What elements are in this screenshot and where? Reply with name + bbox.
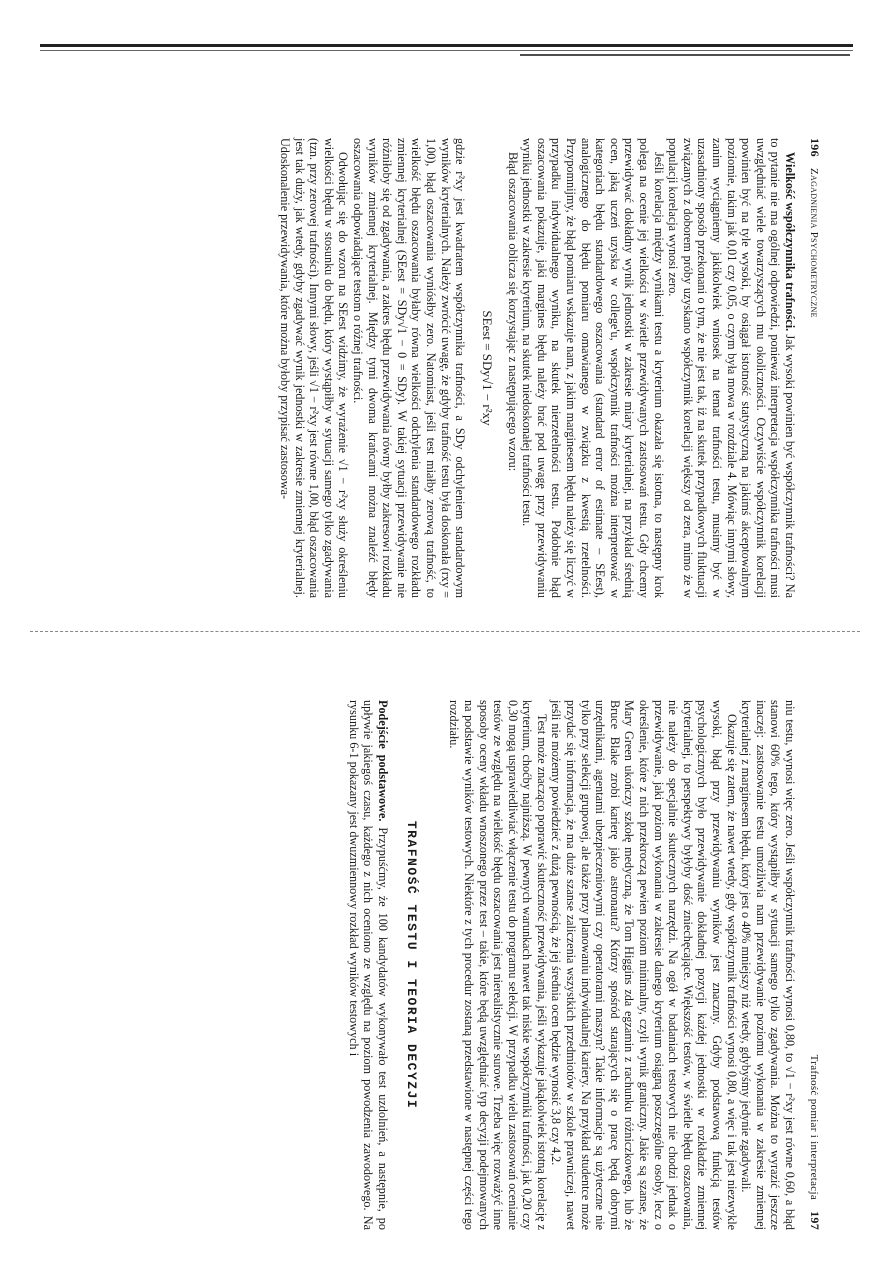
running-head-title: Zagadnienia Psychometryczne bbox=[808, 167, 820, 318]
paragraph: Błąd oszacowania oblicza się korzystając z następującego wzoru: bbox=[505, 152, 520, 472]
page-number: 197 bbox=[808, 1211, 822, 1230]
formula-standard-error: SEest = SDy√1 − r²xy bbox=[480, 310, 496, 426]
paragraph: Okazuje się zatem, że nawet wtedy, gdy współczynnik trafności wynosi 0,80, a więc i tak jest niezwykle wysoki, błąd przy przewidywaniu wyników jest znaczny. Gdyby podstawową funkcją testów psychologicznych było przewidywanie dokładnej pozycji każdej jednostki w rozkładzie zmiennej kryterialnej, to perspektywy byłyby dość zniechęcające. Większość testów, w świetle błędu oszacowania, nie należy do specjalnie skutecznych narzędzi. Na ogół w badaniach testowych nie chodzi jednak o przewidywanie, jaki poziom wykonania w zakresie danego kryterium osiągną poszczególne osoby, lecz o określenie, które z nich przekroczą pewien poziom minimalny, czyli wynik graniczny. Jakie są szanse, że Mary Green ukończy szkołę medyczną, że Tom Higgins zda egzamin z rachunku różniczkowego, lub że Bruce Blake zrobi karierę jako astronauta? Którzy spośród starających się o pracę będą dobrymi urzędnikami, agentami ubezpieczeniowymi czy operatorami maszyn? Takie informacje są użyteczne nie tylko przy selekcji grupowej, ale także przy planowaniu indywidualnej kariery. Na przykład studentce może przydać się informacja, że ma duże szanse zaliczenia wszystkich przedmiotów w szkole prawniczej, nawet jeśli nie możemy powiedzieć z dużą pewnością, że jej średnia ocen będzie wynosić 3,8 czy 4,2. bbox=[549, 700, 739, 1230]
book-page-196 bbox=[222, 138, 822, 598]
paragraph: Odwołując się do wzoru na SEest widzimy, że wyrażenie √1 − r²xy służy określeniu wielkości błędu w stosunku do błędu, który wystąpiłby w sytuacji samego tylko zgadywania (tzn. przy zerowej trafności). Innymi słowy, jeśli √1 − r²xy jest równe 1,00, błąd oszacowania jest tak duży, jak wtedy, gdyby zgadywać wynik jednostki w zakresie zmiennej kryterialnej. Udoskonalenie przewidywania, które można byłoby przypisać zastosowa- bbox=[278, 138, 351, 598]
paragraph: Test może znacząco poprawić skuteczność przewidywania, jeśli wykazuje jakąkolwiek istotną korelację z kryterium, choćby najniższą. W pewnych warunkach nawet tak niskie współczynniki trafności, jak 0,20 czy 0,30 mogą usprawiedliwiać włączenie testu do programu selekcji. W przypadku wielu zastosowań ocenianie testów ze względu na wielkość błędu oszacowania jest nierealistycznie surowe. Trzeba więc rozważyć inne sposoby oceny wkładu wnoszonego przez test – takie, które będą uwzględniać typ decyzji podejmowanych na podstawie wyników testowych. Niektóre z tych procedur zostaną przedstawione w następnej części tego rozdziału. bbox=[447, 700, 549, 1230]
section-heading: TRAFNOŚĆ TESTU I TEORIA DECYZJI bbox=[403, 820, 419, 1110]
run-in-heading: Wielkość współczynnika trafności. bbox=[783, 152, 797, 332]
paragraph-text: Przypuśćmy, że 100 kandydatów wykonywało test uzdolnień, a następnie, po upływie jakiegoś czasu, każdego z nich oceniono ze względu na poziom powodzenia zawodowego. Na rysunku 6-1 pokazany jest dwuzmiennowy rozkład wyników testowych i bbox=[346, 700, 390, 1230]
page-fold bbox=[30, 631, 860, 632]
running-head bbox=[807, 138, 822, 598]
running-head-title: Trafność pomiar i interpretacja bbox=[808, 1054, 820, 1201]
paragraph: Jeśli korelacja między wynikami testu a kryterium okazała się istotna, to następny krok polega na ocenie jej wielkości w świetle przewidywanych zastosowań testu. Gdy chcemy przewidywać dokładny wynik jednostki w zakresie miary kryterialnej, na przykład średnią ocen, jaką uczeń uzyska w college'u, współczynnik trafności można interpretować w kategoriach błędu standardowego oszacowania (standard error of estimate – SEest), analogicznego do błędu pomiaru omawianego w związku z kwestią rzetelności. Przypomnijmy, że błąd pomiaru wskazuje nam, z jakim marginesem błędu należy się liczyć w przypadku indywidualnego wyniku, na skutek nierzetelności testu. Podobnie błąd oszacowania pokazuje, jaki margines błędu należy brać pod uwagę przy przewidywaniu wyniku jednostki w zakresie kryterium, na skutek niedoskonałej trafności testu. bbox=[520, 138, 666, 598]
paragraph-text: Jak wysoki powinien być współczynnik trafności? Na to pytanie nie ma ogólnej odpowiedzi, ponieważ interpretacja współczynnika trafności musi uwzględniać wiele towarzyszących mu okoliczności. Oczywiście współczynnik korelacji powinien być na tyle wysoki, by osiągał istotność statystyczną na jakimś akceptowalnym poziomie, takim jak 0,01 czy 0,05, o czym była mowa w rozdziale 4. Mówiąc innymi słowy, zanim wyciągniemy jakikolwiek wniosek na temat trafności testu, musimy być w uzasadniony sposób przekonani o tym, że nie jest tak, iż na skutek przypadkowych fluktuacji związanych z doborem próby uzyskano współczynnik korelacji większy od zera, mimo że w populacji korelacja wynosi zero. bbox=[666, 138, 797, 599]
scan-edge-line bbox=[40, 50, 853, 51]
paragraph: gdzie r²xy jest kwadratem współczynnika trafności, a SDy odchyleniem standardowym wyników kryterialnych. Należy zwrócić uwagę, że gdyby trafność testu była doskonała (rxy = 1,00), błąd oszacowania wyniósłby zero. Natomiast, jeśli test miałby zerową trafność, to wielkość błędu oszacowania byłaby równa wielkości odchylenia standardowego rozkładu zmiennej kryterialnej (SEest = SDy√1 − 0 = SDy). W takiej sytuacji przewidywanie nie różniłoby się od zgadywania, a zakres błędu przewidywania równy byłby zakresowi rozkładu wyników zmiennej kryterialnej. Między tymi dwoma krańcami można znaleźć błędy oszacowania odpowiadające testom o różnej trafności. bbox=[350, 138, 468, 598]
scan-edge-line bbox=[520, 54, 850, 56]
run-in-heading: Podejście podstawowe. bbox=[375, 700, 390, 822]
book-page-197 bbox=[222, 700, 822, 1230]
paragraph bbox=[346, 700, 390, 1230]
page-number: 196 bbox=[808, 138, 822, 157]
running-head bbox=[807, 700, 822, 1230]
paragraph bbox=[666, 138, 797, 598]
scan-edge-line bbox=[40, 44, 853, 47]
paragraph: niu testu, wynosi więc zero. Jeśli współczynnik trafności wynosi 0,80, to √1 − r²xy jest równe 0,60, a błąd stanowi 60% tego, który wystąpiłby w sytuacji samego tylko zgadywania. Można to wyrazić jeszcze inaczej: zastosowanie testu umożliwia nam przewidywanie poziomu wykonania w zakresie zmiennej kryterialnej z marginesem błędu, który jest o 40% mniejszy niż wtedy, gdybyśmy jedynie zgadywali. bbox=[739, 700, 797, 1230]
